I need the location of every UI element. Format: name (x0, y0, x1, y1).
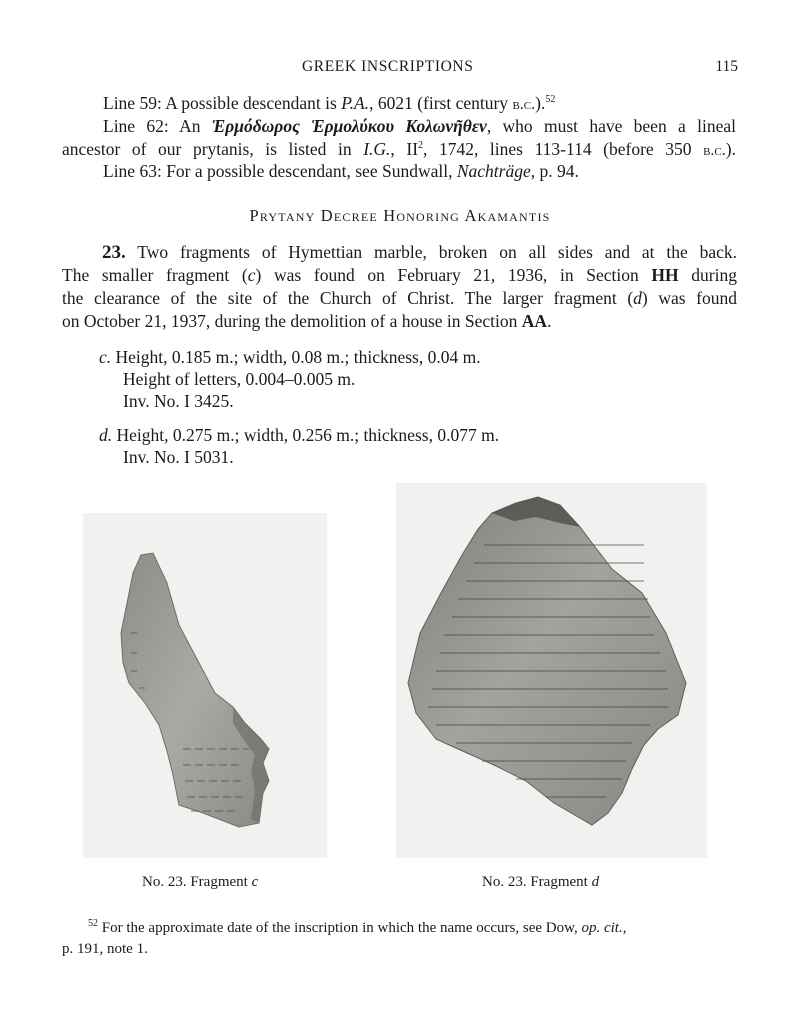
page-number: 115 (715, 58, 738, 75)
entry-number: 23. (102, 242, 126, 263)
fragment-c-photo (83, 513, 327, 858)
fragment-c-inventory: Inv. No. I 3425. (123, 391, 234, 411)
entry-paragraph-line-2: The smaller fragment (c) was found on February 21, 1936, in Section HH during (62, 265, 737, 285)
fragment-d-dimensions: d. Height, 0.275 m.; width, 0.256 m.; thickness, 0.077 m. (99, 425, 500, 445)
fragment-c-stone (83, 513, 327, 858)
fragment-d-photo (396, 483, 707, 858)
running-head: GREEK INSCRIPTIONS (302, 58, 474, 75)
footnote-ref[interactable]: 52 (545, 94, 556, 106)
entry-paragraph-line-1: 23. Two fragments of Hymettian marble, broken on all sides and at the back. (102, 242, 737, 263)
note-line-62: Line 62: An Ἑρμόδωρος Ἑρμολύκου Κολωνῆθεν, who must have been a lineal (103, 116, 736, 136)
fragment-d-inventory: Inv. No. I 5031. (123, 447, 234, 467)
note-line-59: Line 59: A possible descendant is P.A., 6021 (first century b.c.).$^{52}$ (103, 93, 556, 113)
page-header (62, 58, 738, 80)
greek-name: Ἑρμόδωρος Ἑρμολύκου Κολωνῆθεν (211, 116, 487, 136)
fragment-c-letter-height: Height of letters, 0.004–0.005 m. (123, 369, 356, 389)
fragment-d-stone (396, 483, 707, 858)
footnote-mark: 52 (88, 918, 98, 929)
caption-fragment-c: No. 23. Fragment c (142, 874, 259, 890)
footnote-continued: p. 191, note 1. (62, 941, 148, 957)
note-line-62-cont: ancestor of our prytanis, is listed in I.G., $II^2$, 1742, lines 113-114 (before 350 b.c.). (62, 139, 736, 159)
entry-paragraph-line-3: the clearance of the site of the Church of Christ. The larger fragment (d) was found (62, 288, 738, 308)
entry-paragraph-line-4: on October 21, 1937, during the demolition of a house in Section AA. (62, 311, 552, 331)
note-line-63: Line 63: For a possible descendant, see Sundwall, Nachträge, p. 94. (103, 161, 579, 181)
footnote: $^{52}$ For the approximate date of the inscription in which the name occurs, see Dow, op. cit., (88, 918, 627, 936)
fragment-c-dimensions: c. Height, 0.185 m.; width, 0.08 m.; thickness, 0.04 m. (99, 347, 481, 367)
caption-fragment-d: No. 23. Fragment d (482, 874, 600, 890)
section-title: Prytany Decree Honoring Akamantis (249, 206, 551, 225)
